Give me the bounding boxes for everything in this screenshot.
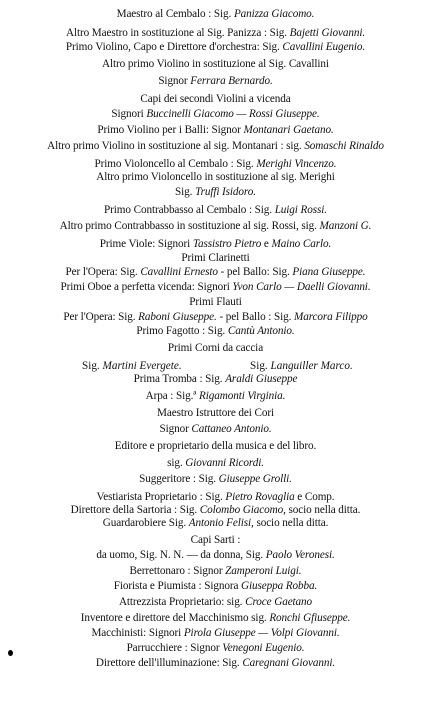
text-line [0,41,431,54]
text-line [0,549,431,562]
text-line [0,342,431,355]
person-name: Cavallini Ernesto [140,266,218,278]
line-label: Altro primo Violino in sostituzione al Sig. Cavallini [102,58,329,70]
line-label: Altro primo Violino in sostituzione al sig. Montanari : sig. [47,140,305,152]
person-name: Pirola Giuseppe — Volpi Giovanni. [183,627,340,639]
person-name: Paolo Veronesi. [265,549,335,561]
line-label: Sig. [175,186,196,198]
line-label: Direttore della Sartoria : Sig. [70,504,200,516]
text-line [0,534,431,547]
text-line [0,158,431,171]
text-line [0,281,431,294]
person-name: Antonio Felisi, [188,517,254,529]
line-label: Primi Clarinetti [181,252,250,264]
line-label: Altro Maestro in sostituzione al Sig. Panizza : Sig. [65,27,290,39]
text-line [0,27,431,40]
text-line [0,266,431,279]
line-label: e Comp. [294,491,335,503]
person-name: Manzoni G. [319,220,372,232]
line-label: Primi Flauti [189,296,242,308]
text-line [0,220,431,233]
text-line [0,580,431,593]
person-name: Ronchi Gfiuseppe. [269,612,351,624]
person-name: Cattaneo Antonio. [191,423,272,435]
text-line [0,642,431,655]
person-name: Rigamonti Virginia. [199,390,286,402]
person-name: Somaschi Rinaldo [304,140,384,152]
line-label: Inventore e direttore del Macchinismo sig. [80,612,270,624]
line-label: Fiorista e Piumista : Signora [113,580,242,592]
line-label: Vestiarista Proprietario : Sig. [96,491,226,503]
text-line [0,491,431,504]
text-line [0,171,431,184]
line-label: sig. [167,457,186,469]
person-name: Yvon Carlo — Daelli Giovanni. [232,281,371,293]
line-label: Primi Oboe a perfetta vicenda: Signori [60,281,233,293]
text-line [0,252,431,265]
text-line [0,325,431,338]
line-label: socio nella ditta. [285,504,361,516]
ink-blot [8,650,13,656]
text-line [0,407,431,420]
person-name: Giuseppa Robba. [241,580,318,592]
line-label: Prime Viole: Signori [99,238,193,250]
person-name: Zamperoni Luigi. [225,565,302,577]
text-line [0,440,431,453]
line-label: Maestro al Cembalo : Sig. [116,8,234,20]
text-line [0,75,431,88]
text-line [0,93,431,106]
text-line [0,390,431,403]
person-name: Giovanni Ricordi. [185,457,264,469]
person-name: Merighi Vincenzo. [256,158,337,170]
line-label: Arpa : Sig.ª [145,390,199,402]
line-label: Direttore dell'illuminazione: Sig. [95,657,243,669]
text-line [0,517,431,530]
text-line [0,58,431,71]
line-label: Prima Tromba : Sig. [133,373,226,385]
line-label: Primo Violino, Capo e Direttore d'orchestra: Sig. [65,41,283,53]
line-label: Maestro Istruttore dei Cori [157,407,274,419]
line-label: Berrettonaro : Signor [129,565,226,577]
text-line [0,423,431,436]
line-label: Per l'Opera: Sig. [63,311,139,323]
line-label: Signori [111,108,147,120]
line-label: - pel Ballo: Sig. [217,266,293,278]
line-label: Per l'Opera: Sig. [65,266,141,278]
person-name: Buccinelli Giacomo — Rossi Giuseppe. [146,108,320,120]
person-name: Cantù Antonio. [227,325,295,337]
person-name: Panizza Giacomo. [233,8,315,20]
text-line [0,296,431,309]
line-label: Attrezzista Proprietario: sig. [118,596,246,608]
text-line [0,204,431,217]
text-line [0,311,431,324]
text-line [0,627,431,640]
text-line [0,124,431,137]
line-label: Guardarobiere Sig. [102,517,189,529]
line-label: - pel Ballo : Sig. [216,311,294,323]
person-name: Caregnani Giovanni. [242,657,336,669]
line-left-part [82,360,182,373]
person-name: Montanari Gaetano. [243,124,334,136]
person-name: Tassistro Pietro [192,238,262,250]
text-line [0,612,431,625]
line-label: Primi Corni da caccia [167,342,264,354]
line-label: Altro primo Contrabbasso in sostituzione al sig. Rossi, sig. [59,220,320,232]
text-line [0,373,431,386]
line-right-part [250,360,353,373]
text-line [0,504,431,517]
text-line [0,473,431,486]
line-label: da uomo, Sig. N. N. — da donna, Sig. [96,549,266,561]
person-name: Araldi Giuseppe [225,373,298,385]
line-label: Suggeritore : Sig. [139,473,219,485]
line-label: Capi Sarti : [190,534,241,546]
person-name: Martini Evergete. [102,360,182,372]
person-name: Cavallini Eugenio. [282,41,366,53]
line-label: Editore e proprietario della musica e del libro. [114,440,317,452]
line-label: Primo Violino per i Balli: Signor [97,124,244,136]
line-label: Primo Contrabbasso al Cembalo : Sig. [104,204,275,216]
text-line [0,565,431,578]
line-label: Signor [158,75,191,87]
line-label: Primo Fagotto : Sig. [136,325,228,337]
line-label: Sig. [250,360,271,372]
text-line [0,108,431,121]
person-name: Pietro Rovaglia [225,491,295,503]
line-label: Altro primo Violoncello in sostituzione al sig. Merighi [96,171,335,183]
line-label: Capi dei secondi Violini a vicenda [140,93,291,105]
line-label: Parrucchiere : Signor [126,642,223,654]
text-line [0,457,431,470]
line-label: socio nella ditta. [253,517,329,529]
line-label: Primo Violoncello al Cembalo : Sig. [94,158,257,170]
person-name: Venegoni Eugenio. [222,642,305,654]
line-label: Signor [159,423,192,435]
person-name: Bajetti Giovanni. [289,27,366,39]
person-name: Croce Gaetano [245,596,313,608]
person-name: Luigi Rossi. [274,204,327,216]
text-line [0,238,431,251]
person-name: Truffi Isidoro. [195,186,256,198]
line-label: e [261,238,272,250]
text-line [0,8,431,21]
text-line [0,657,431,670]
text-line [0,140,431,153]
line-label: Sig. [82,360,103,372]
line-label: Macchinisti: Signori [91,627,184,639]
text-line [0,596,431,609]
person-name: Marcora Filippo [294,311,368,323]
person-name: Piana Giuseppe. [292,266,366,278]
person-name: Ferrara Bernardo. [190,75,273,87]
person-name: Colombo Giacomo, [199,504,286,516]
person-name: Giuseppe Grolli. [218,473,292,485]
person-name: Maino Carlo. [271,238,332,250]
person-name: Raboni Giuseppe. [138,311,217,323]
text-line [0,186,431,199]
person-name: Languiller Marco. [270,360,353,372]
